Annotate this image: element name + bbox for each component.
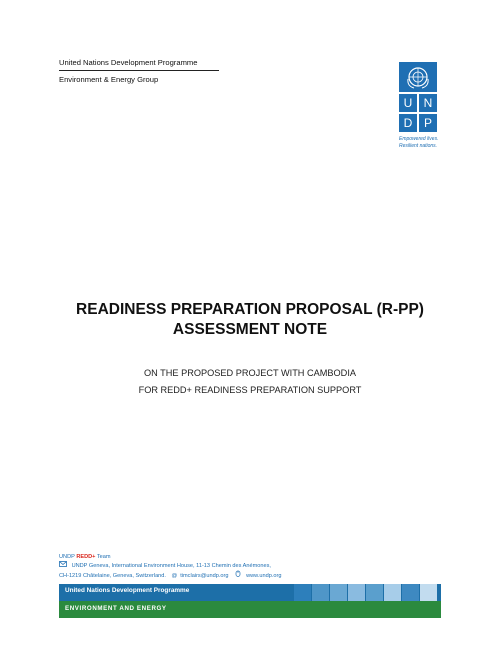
- decoration-square: [348, 584, 365, 601]
- team-suffix: Team: [95, 554, 111, 560]
- subtitle-line1: ON THE PROPOSED PROJECT WITH CAMBODIA: [143, 368, 357, 378]
- footer-top-label: United Nations Development Programme: [65, 587, 190, 594]
- address-line1: UNDP Geneva, International Environment House, 11-13 Chemin des Anémones,: [71, 563, 271, 570]
- team-redd: REDD+: [76, 554, 96, 560]
- logo-tagline-line2: Resilient nations.: [399, 142, 438, 149]
- address-line2-row: [59, 570, 282, 580]
- footer-top-bar: [59, 584, 441, 601]
- decoration-square: [384, 584, 401, 601]
- decoration-square: [330, 584, 347, 601]
- footer-decoration-squares: [294, 584, 437, 601]
- mouse-icon: [235, 570, 241, 580]
- decoration-square: [402, 584, 419, 601]
- logo-tagline: [399, 136, 439, 149]
- footer-banner: [59, 584, 441, 618]
- address-line1-row: [59, 561, 282, 570]
- email-link[interactable]: timclairs@undp.org: [180, 573, 229, 580]
- decoration-square: [366, 584, 383, 601]
- undp-logo: [399, 62, 439, 149]
- website-link[interactable]: www.undp.org: [246, 573, 282, 580]
- document-subtitle: [0, 365, 500, 399]
- organization-group: Environment & Energy Group: [59, 75, 159, 84]
- footer-bottom-bar: [59, 601, 441, 618]
- envelope-icon: [59, 561, 67, 570]
- title-line2: ASSESSMENT NOTE: [172, 321, 328, 338]
- address-line2: CH-1219 Châtelaine, Geneva, Switzerland.: [59, 573, 166, 580]
- document-title: [0, 300, 500, 340]
- organization-name: United Nations Development Programme: [59, 58, 219, 71]
- team-prefix: UNDP: [59, 554, 77, 560]
- logo-letter: U: [399, 94, 417, 112]
- team-line: [59, 553, 282, 561]
- decoration-square: [312, 584, 329, 601]
- contact-block: [59, 553, 282, 581]
- subtitle-line2: FOR REDD+ READINESS PREPARATION SUPPORT: [138, 385, 362, 395]
- header-org-block: [59, 58, 219, 85]
- decoration-square: [420, 584, 437, 601]
- decoration-square: [294, 584, 311, 601]
- logo-letter: P: [419, 114, 437, 132]
- logo-letter: N: [419, 94, 437, 112]
- logo-letter-grid: [399, 94, 439, 132]
- un-emblem-icon: [399, 62, 437, 92]
- title-line1: READINESS PREPARATION PROPOSAL (R-PP): [76, 301, 424, 318]
- at-icon: @: [171, 573, 178, 580]
- logo-letter: D: [399, 114, 417, 132]
- footer-bottom-label: ENVIRONMENT AND ENERGY: [65, 605, 167, 612]
- logo-tagline-line1: Empowered lives.: [399, 136, 439, 142]
